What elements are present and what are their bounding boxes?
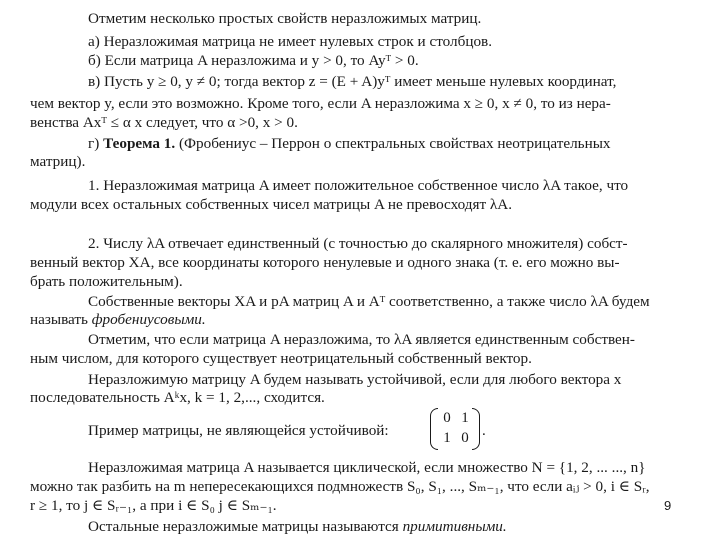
text-line: последовательность Aᵏx, k = 1, 2,..., сходится. — [30, 389, 325, 406]
text-line: называть фробениусовыми. — [30, 311, 206, 328]
text-line: r ≥ 1, то j ∈ Sᵣ₋₁, а при i ∈ S₀ j ∈ Sₘ₋₁. — [30, 497, 277, 514]
text-line: Отметим, что если матрица A неразложима, то λA является единственным собствен- — [88, 331, 635, 348]
page-number: 9 — [664, 498, 672, 513]
text-line: венства Axᵀ ≤ α x следует, что α >0, x > 0. — [30, 114, 298, 131]
text-line: Отметим несколько простых свойств неразложимых матриц. — [88, 10, 482, 27]
text-line: Неразложимую матрицу A будем называть устойчивой, если для любого вектора x — [88, 371, 622, 388]
text-line: а) Неразложимая матрица не имеет нулевых строк и столбцов. — [88, 33, 493, 50]
text-line: брать положительным). — [30, 273, 183, 290]
text-line: ным числом, для которого существует неотрицательный собственный вектор. — [30, 350, 532, 367]
text-line: чем вектор y, если это возможно. Кроме того, если A неразложима x ≥ 0, x ≠ 0, то из нера- — [30, 95, 611, 112]
matrix-cell: 0 — [461, 430, 469, 446]
text-line: б) Если матрица A неразложима и y > 0, то Ayᵀ > 0. — [88, 52, 419, 69]
matrix-cell: 1 — [461, 410, 469, 426]
text-line: Пример матрицы, не являющейся устойчивой: — [88, 422, 389, 439]
matrix-cell: 1 — [443, 430, 451, 446]
text-line: венный вектор XA, все координаты которого ненулевые и одного знака (т. е. его можно вы- — [30, 254, 620, 271]
text-line: Неразложимая матрица A называется циклической, если множество N = {1, 2, ... ..., n} — [88, 459, 646, 476]
text-line: г) Теорема 1. (Фробениус – Перрон о спектральных свойствах неотрицательных — [88, 135, 611, 152]
text-line: 2. Числу λA отвечает единственный (с точностью до скалярного множителя) собст- — [88, 235, 628, 252]
text-line: модули всех остальных собственных чисел матрицы A не превосходят λA. — [30, 196, 513, 213]
matrix-period: . — [482, 423, 486, 439]
text-line: 1. Неразложимая матрица A имеет положительное собственное число λA такое, что — [88, 177, 629, 194]
text-line: в) Пусть y ≥ 0, y ≠ 0; тогда вектор z = (E + A)yᵀ имеет меньше нулевых координат, — [88, 73, 617, 90]
text-line: можно так разбить на m непересекающихся подмножеств S₀, S₁, ..., Sₘ₋₁, что если aᵢⱼ > 0, i ∈ Sᵣ, — [30, 478, 650, 495]
matrix-cell: 0 — [443, 410, 451, 426]
text-line: Остальные неразложимые матрицы называются примитивными. — [88, 518, 507, 535]
text-line: Собственные векторы XA и pA матриц A и Aᵀ соответственно, а также число λA будем — [88, 293, 650, 310]
text-line: матриц). — [30, 153, 86, 170]
